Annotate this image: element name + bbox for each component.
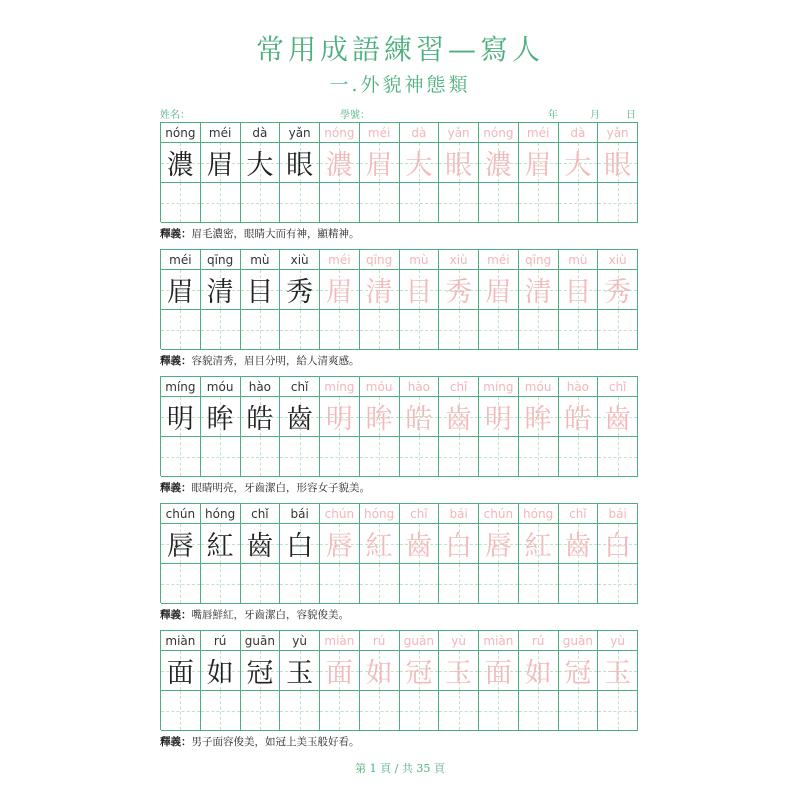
pinyin-trace-cell: xiù (598, 250, 638, 270)
character-glyph: 皓 (405, 404, 433, 435)
writing-cell[interactable] (320, 564, 360, 604)
pinyin-trace-cell: míng (479, 377, 519, 397)
character-trace-cell (519, 143, 559, 183)
pinyin-trace-cell: dà (400, 123, 440, 143)
character-glyph: 眼 (445, 150, 473, 181)
character-cell (161, 397, 201, 437)
idiom-meaning (160, 480, 638, 494)
character-glyph: 唇 (325, 531, 353, 562)
pinyin-trace-cell: nóng (320, 123, 360, 143)
idiom-practice-block (160, 249, 638, 367)
pinyin-trace-cell: mù (400, 250, 440, 270)
character-trace-cell (320, 651, 360, 691)
writing-cell[interactable] (241, 437, 281, 477)
pinyin-trace-cell: méi (519, 123, 559, 143)
writing-cell[interactable] (201, 310, 241, 350)
character-trace-cell (439, 270, 479, 310)
character-glyph: 眉 (484, 277, 512, 308)
character-cell (241, 270, 281, 310)
character-glyph: 秀 (445, 277, 473, 308)
character-cell (201, 270, 241, 310)
pinyin-cell: míng (161, 377, 201, 397)
pinyin-cell: hào (241, 377, 281, 397)
writing-cell[interactable] (439, 691, 479, 731)
character-glyph: 清 (365, 277, 393, 308)
idiom-practice-block (160, 503, 638, 621)
writing-cell[interactable] (519, 183, 559, 223)
pinyin-trace-cell: yù (598, 631, 638, 651)
idiom-practice-block (160, 376, 638, 494)
meaning-text: 眉毛濃密，眼睛大而有神，顯精神。 (191, 228, 360, 240)
meaning-text: 嘴唇鮮紅，牙齒潔白，容貌俊美。 (191, 609, 349, 621)
character-glyph: 面 (325, 658, 353, 689)
meaning-label: 釋義： (160, 736, 192, 748)
writing-cell[interactable] (400, 310, 440, 350)
character-glyph: 冠 (246, 658, 274, 689)
pinyin-trace-cell: chǐ (400, 504, 440, 524)
writing-cell[interactable] (479, 183, 519, 223)
writing-cell[interactable] (439, 183, 479, 223)
writing-cell[interactable] (241, 310, 281, 350)
character-glyph: 眉 (524, 150, 552, 181)
character-cell (201, 143, 241, 183)
writing-cell[interactable] (559, 183, 599, 223)
character-cell (241, 143, 281, 183)
writing-cell[interactable] (598, 564, 638, 604)
character-cell (280, 524, 320, 564)
pinyin-cell: miàn (161, 631, 201, 651)
writing-cell[interactable] (241, 564, 281, 604)
pinyin-trace-cell: chún (479, 504, 519, 524)
character-glyph: 秀 (286, 277, 314, 308)
character-cell (280, 651, 320, 691)
character-cell (201, 524, 241, 564)
writing-cell[interactable] (280, 183, 320, 223)
character-glyph: 眉 (206, 150, 234, 181)
writing-cell[interactable] (360, 310, 400, 350)
character-trace-cell (320, 270, 360, 310)
pinyin-cell: xiù (280, 250, 320, 270)
character-trace-cell (400, 397, 440, 437)
character-glyph: 冠 (405, 658, 433, 689)
writing-cell[interactable] (598, 183, 638, 223)
character-glyph: 眼 (604, 150, 632, 181)
student-no-label: 學號： (340, 110, 370, 121)
pinyin-trace-cell: guān (400, 631, 440, 651)
meaning-label: 釋義： (160, 482, 192, 494)
pinyin-cell: bái (280, 504, 320, 524)
writing-cell[interactable] (320, 310, 360, 350)
character-trace-cell (598, 270, 638, 310)
character-glyph: 玉 (445, 658, 473, 689)
practice-grid (160, 122, 638, 222)
character-trace-cell (479, 143, 519, 183)
character-glyph: 大 (246, 150, 274, 181)
character-trace-cell (559, 397, 599, 437)
writing-cell[interactable] (519, 691, 559, 731)
character-glyph: 大 (405, 150, 433, 181)
pinyin-cell: yǎn (280, 123, 320, 143)
character-glyph: 白 (445, 531, 473, 562)
writing-cell[interactable] (161, 564, 201, 604)
writing-cell[interactable] (280, 310, 320, 350)
character-glyph: 齒 (445, 404, 473, 435)
writing-cell[interactable] (280, 691, 320, 731)
writing-cell[interactable] (360, 437, 400, 477)
character-glyph: 玉 (604, 658, 632, 689)
pinyin-cell: rú (201, 631, 241, 651)
character-trace-cell (479, 270, 519, 310)
character-glyph: 白 (604, 531, 632, 562)
writing-cell[interactable] (559, 310, 599, 350)
character-glyph: 紅 (365, 531, 393, 562)
character-trace-cell (439, 397, 479, 437)
idiom-meaning (160, 607, 638, 621)
writing-cell[interactable] (241, 691, 281, 731)
practice-grid (160, 249, 638, 349)
writing-cell[interactable] (519, 437, 559, 477)
character-trace-cell (479, 524, 519, 564)
pinyin-cell: dà (241, 123, 281, 143)
writing-cell[interactable] (559, 564, 599, 604)
character-trace-cell (400, 270, 440, 310)
pinyin-trace-cell: yù (439, 631, 479, 651)
pinyin-trace-cell: miàn (320, 631, 360, 651)
character-glyph: 面 (166, 658, 194, 689)
pinyin-cell: chǐ (280, 377, 320, 397)
pinyin-trace-cell: méi (479, 250, 519, 270)
writing-cell[interactable] (400, 183, 440, 223)
character-trace-cell (360, 270, 400, 310)
character-cell (201, 397, 241, 437)
character-glyph: 如 (206, 658, 234, 689)
character-glyph: 目 (246, 277, 274, 308)
character-trace-cell (439, 143, 479, 183)
pinyin-trace-cell: móu (519, 377, 559, 397)
pinyin-trace-cell: qīng (519, 250, 559, 270)
character-trace-cell (400, 524, 440, 564)
pinyin-trace-cell: xiù (439, 250, 479, 270)
character-trace-cell (598, 397, 638, 437)
character-trace-cell (360, 651, 400, 691)
pinyin-cell: hóng (201, 504, 241, 524)
writing-cell[interactable] (201, 691, 241, 731)
pinyin-trace-cell: míng (320, 377, 360, 397)
pinyin-trace-cell: chǐ (439, 377, 479, 397)
page-title: 常用成語練習—寫人 (255, 33, 544, 66)
character-cell (241, 651, 281, 691)
page-footer: 第 1 頁 / 共 35 頁 (355, 762, 445, 775)
character-glyph: 明 (166, 404, 194, 435)
pinyin-cell: mù (241, 250, 281, 270)
character-trace-cell (519, 524, 559, 564)
pinyin-trace-cell: hóng (519, 504, 559, 524)
meaning-text: 眼睛明亮，牙齒潔白，形容女子貌美。 (191, 482, 370, 494)
pinyin-cell: méi (201, 123, 241, 143)
pinyin-trace-cell: chǐ (559, 504, 599, 524)
character-glyph: 清 (206, 277, 234, 308)
student-info-row (160, 106, 636, 122)
character-trace-cell (360, 524, 400, 564)
character-glyph: 面 (484, 658, 512, 689)
pinyin-trace-cell: chún (320, 504, 360, 524)
writing-cell[interactable] (360, 183, 400, 223)
writing-cell[interactable] (161, 437, 201, 477)
character-trace-cell (519, 651, 559, 691)
pinyin-cell: nóng (161, 123, 201, 143)
writing-cell[interactable] (280, 564, 320, 604)
writing-cell[interactable] (320, 437, 360, 477)
character-cell (161, 651, 201, 691)
pinyin-cell: móu (201, 377, 241, 397)
pinyin-cell: méi (161, 250, 201, 270)
idiom-meaning (160, 353, 638, 367)
writing-cell[interactable] (598, 691, 638, 731)
character-cell (280, 270, 320, 310)
character-glyph: 唇 (166, 531, 194, 562)
writing-cell[interactable] (479, 310, 519, 350)
character-glyph: 白 (286, 531, 314, 562)
character-glyph: 濃 (325, 150, 353, 181)
pinyin-trace-cell: bái (439, 504, 479, 524)
character-glyph: 齒 (246, 531, 274, 562)
character-glyph: 齒 (564, 531, 592, 562)
character-trace-cell (598, 524, 638, 564)
character-trace-cell (479, 651, 519, 691)
month-label: 月 (590, 110, 600, 121)
writing-cell[interactable] (320, 691, 360, 731)
pinyin-trace-cell: qīng (360, 250, 400, 270)
character-cell (241, 524, 281, 564)
writing-cell[interactable] (559, 691, 599, 731)
meaning-label: 釋義： (160, 355, 192, 367)
character-cell (201, 651, 241, 691)
writing-cell[interactable] (559, 437, 599, 477)
character-glyph: 如 (524, 658, 552, 689)
character-trace-cell (559, 143, 599, 183)
character-glyph: 目 (405, 277, 433, 308)
character-glyph: 秀 (604, 277, 632, 308)
character-trace-cell (439, 524, 479, 564)
pinyin-cell: yù (280, 631, 320, 651)
character-trace-cell (559, 524, 599, 564)
character-glyph: 目 (564, 277, 592, 308)
character-trace-cell (479, 397, 519, 437)
writing-cell[interactable] (201, 183, 241, 223)
pinyin-trace-cell: móu (360, 377, 400, 397)
idiom-practice-block (160, 630, 638, 748)
pinyin-trace-cell: méi (320, 250, 360, 270)
writing-cell[interactable] (479, 564, 519, 604)
character-glyph: 眉 (325, 277, 353, 308)
meaning-text: 男子面容俊美，如冠上美玉般好看。 (191, 736, 360, 748)
character-glyph: 清 (524, 277, 552, 308)
writing-cell[interactable] (400, 564, 440, 604)
pinyin-cell: guān (241, 631, 281, 651)
writing-cell[interactable] (439, 310, 479, 350)
character-cell (161, 143, 201, 183)
character-glyph: 明 (325, 404, 353, 435)
pinyin-trace-cell: mù (559, 250, 599, 270)
character-trace-cell (598, 143, 638, 183)
character-glyph: 齒 (405, 531, 433, 562)
pinyin-trace-cell: hóng (360, 504, 400, 524)
writing-cell[interactable] (479, 437, 519, 477)
pinyin-trace-cell: hào (400, 377, 440, 397)
character-glyph: 紅 (524, 531, 552, 562)
pinyin-trace-cell: miàn (479, 631, 519, 651)
character-trace-cell (598, 651, 638, 691)
pinyin-trace-cell: chǐ (598, 377, 638, 397)
section-subtitle: 一.外貌神態類 (329, 74, 471, 96)
pinyin-trace-cell: guān (559, 631, 599, 651)
character-trace-cell (320, 524, 360, 564)
idiom-meaning (160, 226, 638, 240)
pinyin-cell: chún (161, 504, 201, 524)
character-glyph: 濃 (484, 150, 512, 181)
character-glyph: 明 (484, 404, 512, 435)
writing-cell[interactable] (400, 437, 440, 477)
writing-cell[interactable] (201, 564, 241, 604)
character-glyph: 大 (564, 150, 592, 181)
year-label: 年 (548, 110, 558, 121)
writing-cell[interactable] (479, 691, 519, 731)
writing-cell[interactable] (400, 691, 440, 731)
pinyin-trace-cell: bái (598, 504, 638, 524)
writing-cell[interactable] (161, 691, 201, 731)
character-trace-cell (519, 270, 559, 310)
character-trace-cell (559, 651, 599, 691)
character-glyph: 眸 (206, 404, 234, 435)
writing-cell[interactable] (241, 183, 281, 223)
pinyin-trace-cell: hào (559, 377, 599, 397)
practice-grid (160, 503, 638, 603)
character-glyph: 齒 (286, 404, 314, 435)
idiom-meaning (160, 734, 638, 748)
writing-cell[interactable] (360, 691, 400, 731)
character-glyph: 如 (365, 658, 393, 689)
character-trace-cell (400, 651, 440, 691)
pinyin-trace-cell: yǎn (439, 123, 479, 143)
writing-cell[interactable] (519, 310, 559, 350)
character-glyph: 眼 (286, 150, 314, 181)
character-glyph: 眉 (166, 277, 194, 308)
character-glyph: 眉 (365, 150, 393, 181)
writing-cell[interactable] (201, 437, 241, 477)
character-cell (161, 524, 201, 564)
character-cell (161, 270, 201, 310)
name-label: 姓名： (160, 110, 190, 121)
writing-cell[interactable] (320, 183, 360, 223)
character-trace-cell (360, 143, 400, 183)
character-trace-cell (439, 651, 479, 691)
character-glyph: 唇 (484, 531, 512, 562)
character-glyph: 齒 (604, 404, 632, 435)
practice-grid (160, 376, 638, 476)
pinyin-cell: qīng (201, 250, 241, 270)
meaning-label: 釋義： (160, 228, 192, 240)
character-trace-cell (519, 397, 559, 437)
pinyin-trace-cell: rú (360, 631, 400, 651)
pinyin-cell: chǐ (241, 504, 281, 524)
pinyin-trace-cell: rú (519, 631, 559, 651)
meaning-text: 容貌清秀，眉目分明，給人清爽感。 (191, 355, 360, 367)
writing-cell[interactable] (280, 437, 320, 477)
writing-cell[interactable] (439, 564, 479, 604)
character-cell (241, 397, 281, 437)
character-glyph: 皓 (564, 404, 592, 435)
writing-cell[interactable] (598, 437, 638, 477)
character-cell (280, 143, 320, 183)
meaning-label: 釋義： (160, 609, 192, 621)
character-glyph: 眸 (524, 404, 552, 435)
character-glyph: 玉 (286, 658, 314, 689)
pinyin-trace-cell: yǎn (598, 123, 638, 143)
character-glyph: 眸 (365, 404, 393, 435)
character-trace-cell (320, 397, 360, 437)
pinyin-trace-cell: nóng (479, 123, 519, 143)
character-trace-cell (320, 143, 360, 183)
character-glyph: 冠 (564, 658, 592, 689)
practice-grid (160, 630, 638, 730)
writing-cell[interactable] (161, 183, 201, 223)
character-glyph: 皓 (246, 404, 274, 435)
character-trace-cell (360, 397, 400, 437)
idiom-practice-block (160, 122, 638, 240)
character-glyph: 紅 (206, 531, 234, 562)
writing-cell[interactable] (360, 564, 400, 604)
character-cell (280, 397, 320, 437)
character-trace-cell (400, 143, 440, 183)
writing-cell[interactable] (439, 437, 479, 477)
character-glyph: 濃 (166, 150, 194, 181)
character-trace-cell (559, 270, 599, 310)
pinyin-trace-cell: méi (360, 123, 400, 143)
writing-cell[interactable] (598, 310, 638, 350)
writing-cell[interactable] (519, 564, 559, 604)
writing-cell[interactable] (161, 310, 201, 350)
day-label: 日 (626, 110, 636, 121)
pinyin-trace-cell: dà (559, 123, 599, 143)
